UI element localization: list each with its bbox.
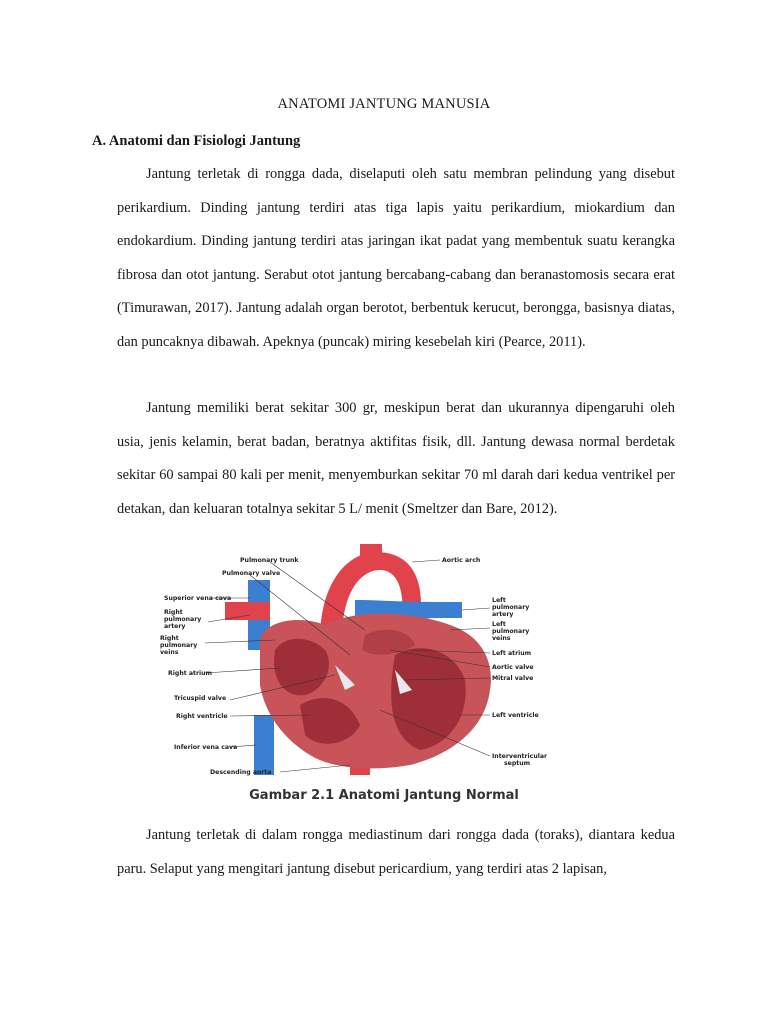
label-left-pv-1: Left [492, 621, 506, 628]
heart-anatomy-figure [150, 540, 570, 780]
label-descending-aorta: Descending aorta [210, 769, 272, 776]
label-pulmonary-valve: Pulmonary valve [222, 570, 281, 577]
label-superior-vena-cava: Superior vena cava [164, 595, 232, 602]
label-pulmonary-trunk: Pulmonary trunk [240, 557, 299, 564]
paragraph-1: Jantung terletak di rongga dada, diselaputi oleh satu membran pelindung yang disebut perikardium. Dinding jantung terdiri atas tiga lapis yaitu perikardium, miokardium dan endokardium. Dinding jantung terdiri atas jaringan ikat padat yang membentuk suatu kerangka fibrosa dan otot jantung. Serabut otot jantung bercabang-cabang dan beranastomosis secara erat (Timurawan, 2017). Jantung adalah organ berotot, berbentuk kerucut, berongga, basisnya diatas, dan puncaknya dibawah. Apeknya (puncak) miring kesebelah kiri (Pearce, 2011). [117, 166, 675, 350]
label-right-pa-1: Right [164, 609, 183, 616]
inferior-vena-cava-shape [254, 715, 274, 775]
paragraph-3: Jantung terletak di dalam rongga mediastinum dari rongga dada (toraks), diantara kedua paru. Selaput yang mengitari jantung disebut pericardium, yang terdiri atas 2 lapisan, [117, 827, 675, 877]
label-aortic-arch: Aortic arch [442, 557, 481, 564]
label-septum-2: septum [504, 760, 531, 767]
label-left-pa-3: artery [492, 611, 514, 618]
label-septum-1: Interventricular [492, 753, 548, 760]
label-tricuspid-valve: Tricuspid valve [174, 695, 227, 702]
aorta-branch-shape [360, 544, 382, 568]
page-title: ANATOMI JANTUNG MANUSIA [277, 96, 491, 112]
label-inferior-vena-cava: Inferior vena cava [174, 744, 238, 751]
right-pulmonary-artery-shape [225, 602, 270, 620]
heart-diagram [150, 540, 570, 780]
label-right-pa-3: artery [164, 623, 186, 630]
label-left-atrium: Left atrium [492, 650, 532, 657]
label-aortic-valve: Aortic valve [492, 664, 534, 671]
label-left-pa-2: pulmonary [492, 604, 530, 611]
label-left-pv-2: pulmonary [492, 628, 530, 635]
label-left-ventricle: Left ventricle [492, 712, 539, 719]
label-right-atrium: Right atrium [168, 670, 212, 677]
label-mitral-valve: Mitral valve [492, 675, 534, 682]
label-right-pa-2: pulmonary [164, 616, 202, 623]
label-right-pv-3: veins [160, 649, 179, 656]
figure-caption: Gambar 2.1 Anatomi Jantung Normal [249, 788, 519, 803]
label-right-ventricle: Right ventricle [176, 713, 228, 720]
label-left-pv-3: veins [492, 635, 511, 642]
label-left-pa-1: Left [492, 597, 506, 604]
label-right-pv-1: Right [160, 635, 179, 642]
paragraph-2: Jantung memiliki berat sekitar 300 gr, meskipun berat dan ukurannya dipengaruhi oleh usia, jenis kelamin, berat badan, beratnya aktifitas fisik, dll. Jantung dewasa normal berdetak sekitar 60 sampai 80 kali per menit, menyemburkan sekitar 70 ml darah dari kedua ventrikel per detakan, dan keluaran totalnya sekitar 5 L/ menit (Smeltzer dan Bare, 2012). [117, 400, 675, 517]
section-heading: A. Anatomi dan Fisiologi Jantung [92, 133, 301, 149]
label-right-pv-2: pulmonary [160, 642, 198, 649]
